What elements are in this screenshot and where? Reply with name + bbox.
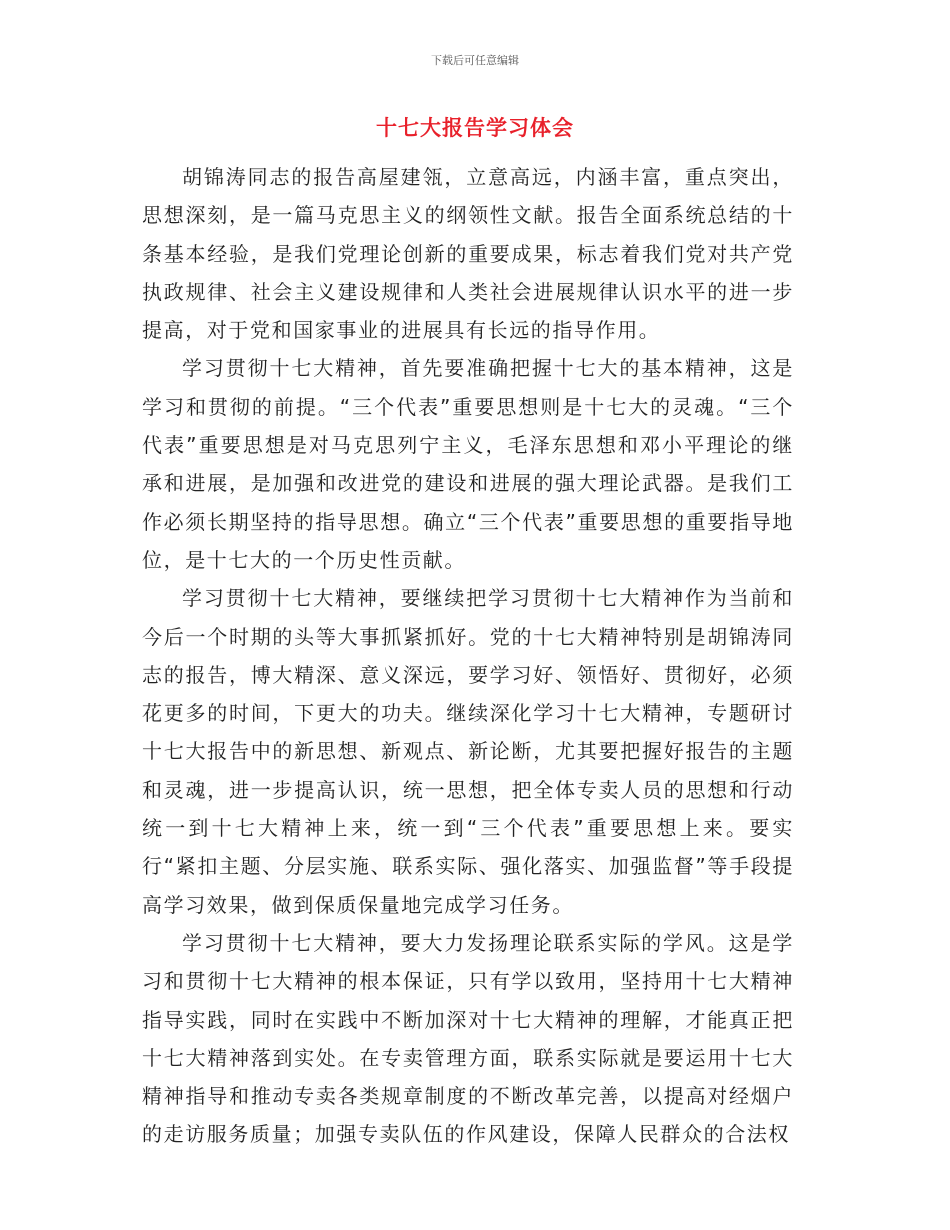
paragraph: 学习贯彻十七大精神，首先要准确把握十七大的基本精神，这是学习和贯彻的前提。“三个代表”重要思想则是十七大的灵魂。“三个代表”重要思想是对马克思列宁主义，毛泽东思想和邓小平理论的继承和进展，是加强和改进党的建设和进展的强大理论武器。是我们工作必须长期坚持的指导思想。确立“三个代表”重要思想的重要指导地位，是十七大的一个历史性贡献。: [142, 356, 794, 572]
paragraph: 胡锦涛同志的报告高屋建瓴，立意高远，内涵丰富，重点突出，思想深刻，是一篇马克思主义的纲领性文献。报告全面系统总结的十条基本经验，是我们党理论创新的重要成果，标志着我们党对共产党执政规律、社会主义建设规律和人类社会进展规律认识水平的进一步提高，对于党和国家事业的进展具有长远的指导作用。: [142, 165, 794, 343]
paragraph: 学习贯彻十七大精神，要大力发扬理论联系实际的学风。这是学习和贯彻十七大精神的根本保证，只有学以致用，坚持用十七大精神指导实践，同时在实践中不断加深对十七大精神的理解，才能真正把十七大精神落到实处。在专卖管理方面，联系实际就是要运用十七大精神指导和推动专卖各类规章制度的不断改革完善，以提高对经烟户的走访服务质量；加强专卖队伍的作风建设，保障人民群众的合法权: [142, 930, 794, 1147]
document-body: [142, 158, 794, 1154]
paragraph: 学习贯彻十七大精神，要继续把学习贯彻十七大精神作为当前和今后一个时期的头等大事抓紧抓好。党的十七大精神特别是胡锦涛同志的报告，博大精深、意义深远，要学习好、领悟好、贯彻好，必须花更多的时间，下更大的功夫。继续深化学习十七大精神，专题研讨十七大报告中的新思想、新观点、新论断，尤其要把握好报告的主题和灵魂，进一步提高认识，统一思想，把全体专卖人员的思想和行动统一到十七大精神上来，统一到“三个代表”重要思想上来。要实行“紧扣主题、分层实施、联系实际、强化落实、加强监督”等手段提高学习效果，做到保质保量地完成学习任务。: [142, 586, 794, 917]
document-title: 十七大报告学习体会: [376, 115, 574, 140]
download-note: 下载后可任意编辑: [431, 54, 519, 67]
